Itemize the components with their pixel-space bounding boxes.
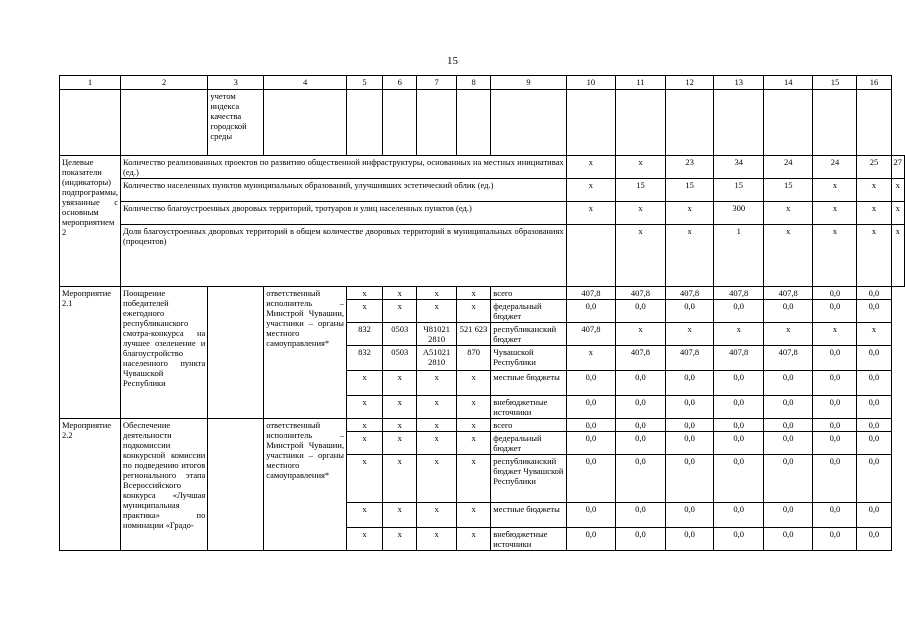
- budget-code: x: [347, 503, 383, 528]
- indicator-base-value: x: [566, 156, 616, 179]
- budget-code: x: [347, 300, 383, 323]
- indicator-value: x: [891, 225, 905, 287]
- table-cell: [616, 90, 666, 156]
- column-header: 16: [857, 76, 891, 90]
- funding-source: местные бюджеты: [491, 371, 566, 396]
- indicator-value: x: [616, 202, 666, 225]
- indicator-base-value: x: [566, 202, 616, 225]
- indicator-value: x: [857, 179, 891, 202]
- indicator-value: 300: [714, 202, 764, 225]
- funding-value: 0,0: [813, 346, 857, 371]
- measure-empty-cell: [208, 287, 264, 419]
- budget-code: x: [383, 528, 417, 551]
- column-header: 3: [208, 76, 264, 90]
- table-cell: [665, 90, 714, 156]
- budget-code: x: [417, 287, 456, 300]
- budget-code: x: [456, 432, 490, 455]
- indicator-value: x: [763, 225, 813, 287]
- indicator-value: x: [813, 225, 857, 287]
- funding-value: 407,8: [714, 346, 764, 371]
- funding-value: 407,8: [763, 287, 813, 300]
- measure-executor: ответственный исполнитель – Минстрой Чувашии, участники – органы местного самоуправления*: [264, 419, 347, 551]
- measure-code: Мероприятие 2.2: [60, 419, 121, 551]
- funding-value: 0,0: [763, 419, 813, 432]
- funding-value: 407,8: [566, 287, 616, 300]
- program-table: [59, 75, 905, 551]
- funding-value: 0,0: [857, 419, 891, 432]
- budget-code: x: [347, 455, 383, 503]
- budget-code: x: [347, 419, 383, 432]
- budget-code: x: [383, 432, 417, 455]
- funding-source: Чувашской Республики: [491, 346, 566, 371]
- budget-code: x: [347, 432, 383, 455]
- measure-row: [60, 287, 905, 300]
- indicator-group-label: Целевые показатели (индикаторы) подпрограммы, увязанные с основным мероприятием 2: [60, 156, 121, 287]
- funding-source: республиканский бюджет: [491, 323, 566, 346]
- measure-executor: ответственный исполнитель – Минстрой Чувашии, участники – органы местного самоуправления*: [264, 287, 347, 419]
- funding-value: 0,0: [763, 455, 813, 503]
- funding-value: 0,0: [616, 396, 666, 419]
- page-number: 15: [447, 55, 458, 67]
- funding-value: 0,0: [813, 455, 857, 503]
- funding-source: всего: [491, 419, 566, 432]
- table-cell: [383, 90, 417, 156]
- funding-value: 0,0: [665, 455, 714, 503]
- table-cell: [566, 90, 616, 156]
- budget-code: x: [417, 419, 456, 432]
- budget-code: x: [347, 371, 383, 396]
- funding-value: 0,0: [813, 371, 857, 396]
- funding-value: 0,0: [616, 455, 666, 503]
- funding-value: 0,0: [857, 371, 891, 396]
- budget-code: x: [347, 396, 383, 419]
- measure-name: Обеспечение деятельности подкомиссии конкурсной комиссии по подведению итогов регионального этапа Всероссийского конкурса «Лучшая муниципальная практика» по номинации «Градо-: [121, 419, 208, 551]
- table-cell: [714, 90, 764, 156]
- funding-value: 0,0: [566, 371, 616, 396]
- indicator-value: 15: [665, 179, 714, 202]
- column-header: 14: [763, 76, 813, 90]
- funding-value: 0,0: [857, 300, 891, 323]
- budget-code: x: [347, 287, 383, 300]
- indicator-value: 23: [665, 156, 714, 179]
- budget-code: x: [417, 300, 456, 323]
- budget-code: 521 623: [456, 323, 490, 346]
- funding-value: 0,0: [566, 455, 616, 503]
- indicator-row: [60, 225, 905, 287]
- funding-value: 0,0: [665, 432, 714, 455]
- funding-value: x: [763, 323, 813, 346]
- indicator-name: Количество благоустроенных дворовых территорий, тротуаров и улиц населенных пунктов (ед.): [121, 202, 567, 225]
- funding-value: 0,0: [813, 503, 857, 528]
- funding-value: 0,0: [813, 528, 857, 551]
- funding-value: 0,0: [857, 287, 891, 300]
- budget-code: 0503: [383, 323, 417, 346]
- funding-source: федеральный бюджет: [491, 300, 566, 323]
- budget-code: 832: [347, 323, 383, 346]
- funding-value: 0,0: [616, 371, 666, 396]
- funding-value: 0,0: [714, 503, 764, 528]
- budget-code: x: [417, 455, 456, 503]
- funding-value: 407,8: [616, 287, 666, 300]
- column-header: 13: [714, 76, 764, 90]
- funding-source: местные бюджеты: [491, 503, 566, 528]
- funding-source: федеральный бюджет: [491, 432, 566, 455]
- indicator-value: x: [665, 202, 714, 225]
- budget-code: x: [456, 419, 490, 432]
- funding-value: 0,0: [714, 528, 764, 551]
- budget-code: x: [456, 300, 490, 323]
- budget-code: x: [456, 371, 490, 396]
- budget-code: x: [417, 432, 456, 455]
- indicator-value: x: [616, 225, 666, 287]
- funding-value: 407,8: [763, 346, 813, 371]
- funding-value: 0,0: [763, 503, 813, 528]
- column-header: 10: [566, 76, 616, 90]
- table-cell: [857, 90, 891, 156]
- table-cell: [60, 90, 121, 156]
- budget-code: x: [383, 455, 417, 503]
- column-header: 15: [813, 76, 857, 90]
- measure-code: Мероприятие 2.1: [60, 287, 121, 419]
- indicator-value: 24: [763, 156, 813, 179]
- funding-value: 0,0: [763, 432, 813, 455]
- table-cell: [456, 90, 490, 156]
- indicator-value: x: [891, 179, 905, 202]
- table-cell: [347, 90, 383, 156]
- indicator-name: Количество реализованных проектов по развитию общественной инфраструктуры, основанных на местных инициативах (ед.): [121, 156, 567, 179]
- funding-value: 407,8: [714, 287, 764, 300]
- indicator-value: 27: [891, 156, 905, 179]
- funding-source: республиканский бюджет Чувашской Республики: [491, 455, 566, 503]
- budget-code: x: [417, 528, 456, 551]
- indicator-value: 15: [714, 179, 764, 202]
- budget-code: x: [383, 371, 417, 396]
- funding-value: 0,0: [616, 432, 666, 455]
- table-cell: [763, 90, 813, 156]
- budget-code: x: [383, 300, 417, 323]
- indicator-name: Количество населенных пунктов муниципальных образований, улучшивших эстетический облик (ед.): [121, 179, 567, 202]
- budget-code: x: [456, 287, 490, 300]
- indicator-value: x: [891, 202, 905, 225]
- indicator-row: [60, 202, 905, 225]
- funding-value: 0,0: [665, 503, 714, 528]
- funding-value: 0,0: [566, 503, 616, 528]
- indicator-base-value: x: [566, 179, 616, 202]
- budget-code: x: [417, 503, 456, 528]
- column-header: 9: [491, 76, 566, 90]
- header-row: [60, 76, 905, 90]
- funding-value: 407,8: [665, 346, 714, 371]
- funding-value: 0,0: [857, 432, 891, 455]
- funding-value: 0,0: [714, 432, 764, 455]
- funding-value: 0,0: [616, 528, 666, 551]
- budget-code: x: [347, 528, 383, 551]
- column-header: 8: [456, 76, 490, 90]
- funding-value: 0,0: [616, 300, 666, 323]
- budget-code: x: [417, 371, 456, 396]
- indicator-value: 25: [857, 156, 891, 179]
- measure-row: [60, 419, 905, 432]
- indicator-value: x: [763, 202, 813, 225]
- indicator-name: Доля благоустроенных дворовых территорий в общем количестве дворовых территорий в муниципальных образованиях (процентов): [121, 225, 567, 287]
- budget-code: x: [456, 528, 490, 551]
- measure-empty-cell: [208, 419, 264, 551]
- funding-value: 0,0: [665, 419, 714, 432]
- budget-code: x: [383, 503, 417, 528]
- funding-value: 0,0: [665, 371, 714, 396]
- table-cell: [417, 90, 456, 156]
- budget-code: x: [383, 419, 417, 432]
- column-header: 4: [264, 76, 347, 90]
- indicator-value: 15: [763, 179, 813, 202]
- table-cell: [491, 90, 566, 156]
- table-cell: [264, 90, 347, 156]
- funding-value: x: [813, 323, 857, 346]
- funding-value: 0,0: [566, 528, 616, 551]
- continuation-row: [60, 90, 905, 156]
- indicator-row: [60, 156, 905, 179]
- budget-code: Ч81021 2810: [417, 323, 456, 346]
- budget-code: 0503: [383, 346, 417, 371]
- indicator-value: x: [857, 202, 891, 225]
- budget-code: 870: [456, 346, 490, 371]
- column-header: 1: [60, 76, 121, 90]
- column-header: 6: [383, 76, 417, 90]
- funding-value: x: [665, 323, 714, 346]
- budget-code: 832: [347, 346, 383, 371]
- budget-code: x: [456, 455, 490, 503]
- funding-value: 0,0: [566, 300, 616, 323]
- indicator-value: 34: [714, 156, 764, 179]
- measure-name: Поощрение победителей ежегодного республиканского смотра-конкурса на лучшее озеленение и благоустройство населенного пункта Чувашской Республики: [121, 287, 208, 419]
- indicator-value: x: [857, 225, 891, 287]
- funding-value: x: [857, 323, 891, 346]
- funding-value: 0,0: [857, 503, 891, 528]
- indicator-value: 1: [714, 225, 764, 287]
- funding-value: 0,0: [714, 419, 764, 432]
- funding-value: 0,0: [857, 346, 891, 371]
- funding-value: 0,0: [763, 396, 813, 419]
- indicator-value: x: [665, 225, 714, 287]
- funding-value: 0,0: [714, 455, 764, 503]
- column-header: 11: [616, 76, 666, 90]
- indicator-row: [60, 179, 905, 202]
- funding-value: 407,8: [665, 287, 714, 300]
- budget-code: x: [383, 287, 417, 300]
- column-header: 12: [665, 76, 714, 90]
- funding-value: 0,0: [763, 371, 813, 396]
- budget-code: x: [456, 396, 490, 419]
- funding-value: 0,0: [813, 396, 857, 419]
- funding-value: 0,0: [616, 419, 666, 432]
- funding-value: 407,8: [566, 323, 616, 346]
- funding-value: 0,0: [566, 419, 616, 432]
- indicator-value: x: [813, 179, 857, 202]
- indicator-base-value: [566, 225, 616, 287]
- funding-source: всего: [491, 287, 566, 300]
- table-cell: [813, 90, 857, 156]
- indicator-value: x: [616, 156, 666, 179]
- continuation-text: учетом индекса качества городской среды: [208, 90, 264, 156]
- funding-value: x: [714, 323, 764, 346]
- column-header: 7: [417, 76, 456, 90]
- budget-code: x: [456, 503, 490, 528]
- funding-value: 0,0: [813, 287, 857, 300]
- table-cell: [121, 90, 208, 156]
- funding-value: 0,0: [763, 528, 813, 551]
- funding-value: 0,0: [813, 300, 857, 323]
- funding-value: 0,0: [813, 432, 857, 455]
- funding-value: x: [566, 346, 616, 371]
- funding-value: 0,0: [616, 503, 666, 528]
- funding-value: 0,0: [566, 396, 616, 419]
- funding-value: 0,0: [714, 371, 764, 396]
- funding-value: 0,0: [857, 396, 891, 419]
- funding-value: 0,0: [857, 528, 891, 551]
- funding-value: 0,0: [857, 455, 891, 503]
- funding-value: 0,0: [763, 300, 813, 323]
- funding-value: 0,0: [665, 300, 714, 323]
- funding-value: 0,0: [714, 300, 764, 323]
- funding-value: 0,0: [714, 396, 764, 419]
- funding-value: 407,8: [616, 346, 666, 371]
- funding-value: 0,0: [813, 419, 857, 432]
- budget-code: x: [383, 396, 417, 419]
- indicator-value: 15: [616, 179, 666, 202]
- budget-code: А51021 2810: [417, 346, 456, 371]
- funding-value: 0,0: [665, 396, 714, 419]
- funding-value: 0,0: [566, 432, 616, 455]
- funding-value: 0,0: [665, 528, 714, 551]
- funding-value: x: [616, 323, 666, 346]
- indicator-value: x: [813, 202, 857, 225]
- column-header: 5: [347, 76, 383, 90]
- indicator-value: 24: [813, 156, 857, 179]
- budget-code: x: [417, 396, 456, 419]
- funding-source: внебюджетные источники: [491, 528, 566, 551]
- column-header: 2: [121, 76, 208, 90]
- funding-source: внебюджетные источники: [491, 396, 566, 419]
